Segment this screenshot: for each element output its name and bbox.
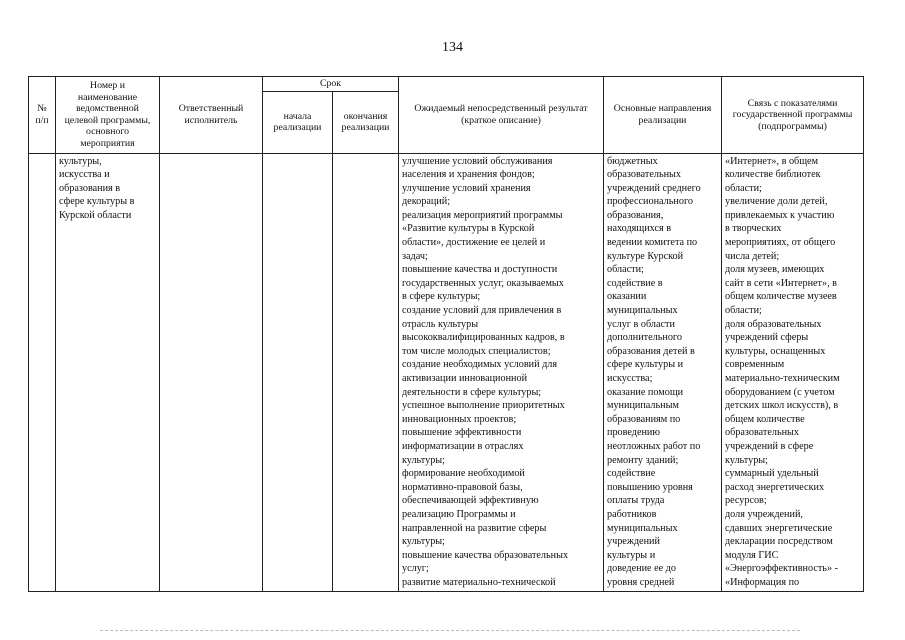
- scan-artifact-line: [100, 630, 800, 631]
- program-table: [28, 76, 864, 592]
- header-num: № п/п: [29, 77, 56, 154]
- cell-name: культуры, искусства и образования в сфере культуры в Курской области: [56, 153, 160, 591]
- table-row: [29, 153, 864, 591]
- header-result: Ожидаемый непосредственный результат (краткое описание): [399, 77, 604, 154]
- header-executor: Ответственный исполнитель: [160, 77, 263, 154]
- header-start: начала реализации: [263, 91, 333, 153]
- header-directions: Основные направления реализации: [604, 77, 722, 154]
- page-number: 134: [442, 40, 463, 55]
- cell-end: [333, 153, 399, 591]
- cell-executor: [160, 153, 263, 591]
- header-link: Связь с показателями государственной программы (подпрограммы): [722, 77, 864, 154]
- header-name: Номер и наименование ведомственной целевой программы, основного мероприятия: [56, 77, 160, 154]
- cell-link: «Интернет», в общем количестве библиотек области; увеличение доли детей, привлекаемых к участию в творческих мероприятиях, от общего числа детей; доля музеев, имеющих сайт в сети «Интернет», в общем количестве музеев области; доля образовательных учреждений сферы культуры, оснащенных современным материально-техническим оборудованием (с учетом детских школ искусств), в общем количестве образовательных учреждений в сфере культуры; суммарный удельный расход энергетических ресурсов; доля учреждений, сдавших энергетические декларации посредством модуля ГИС «Энергоэффективность» - «Информация по: [722, 153, 864, 591]
- header-end: окончания реализации: [333, 91, 399, 153]
- cell-start: [263, 153, 333, 591]
- cell-directions: бюджетных образовательных учреждений среднего профессионального образования, находящихся в ведении комитета по культуре Курской области; содействие в оказании муниципальных услуг в области дополнительного образования детей в сфере культуры и искусства; оказание помощи муниципальным образованиям по проведению неотложных работ по ремонту зданий; содействие повышению уровня оплаты труда работников муниципальных учреждений культуры и доведение ее до уровня средней: [604, 153, 722, 591]
- cell-result: улучшение условий обслуживания населения и хранения фондов; улучшение условий хранения декораций; реализация мероприятий программы «Развитие культуры в Курской области», достижение ее целей и задач; повышение качества и доступности государственных услуг, оказываемых в сфере культуры; создание условий для привлечения в отрасль культуры высококвалифицированных кадров, в том числе молодых специалистов; создание необходимых условий для активизации инновационной деятельности в сфере культуры; успешное выполнение приоритетных инновационных проектов; повышение эффективности информатизации в отраслях культуры; формирование необходимой нормативно-правовой базы, обеспечивающей эффективную реализацию Программы и направленной на развитие сферы культуры; повышение качества образовательных услуг; развитие материально-технической: [399, 153, 604, 591]
- header-term: Срок: [263, 77, 399, 92]
- cell-num: [29, 153, 56, 591]
